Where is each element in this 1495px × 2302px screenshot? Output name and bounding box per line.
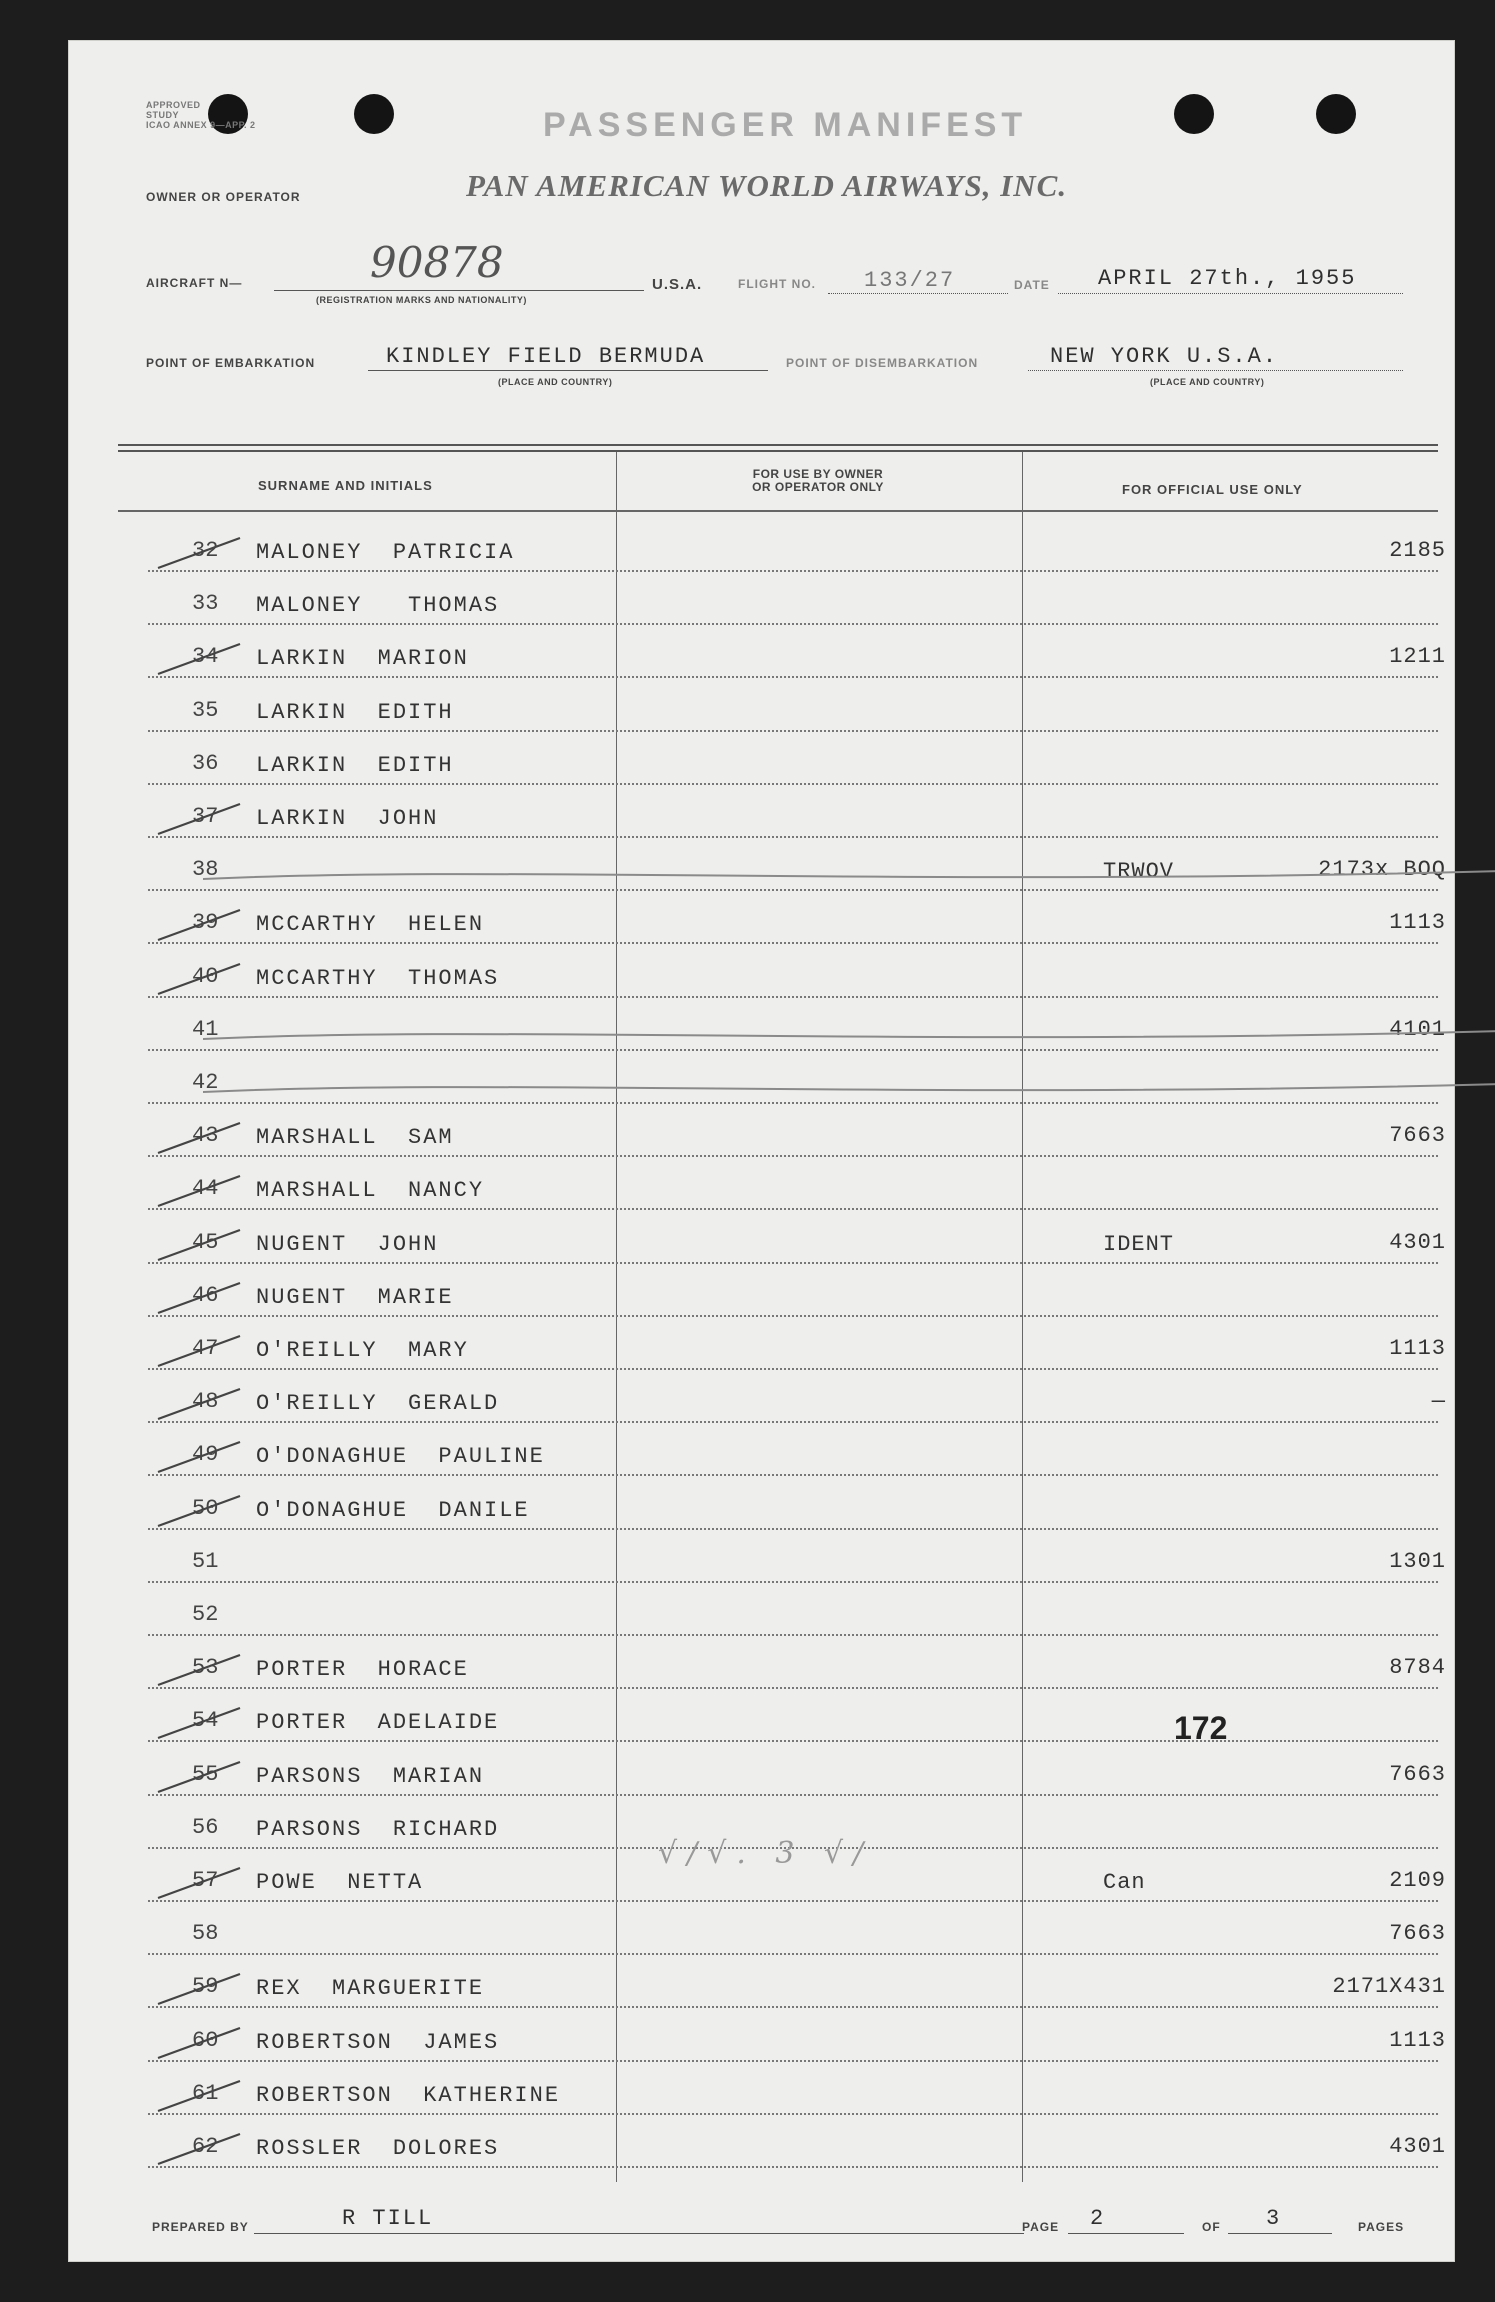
official-note: Can — [1103, 1870, 1146, 1895]
table-row — [118, 2020, 1458, 2072]
passenger-name: PARSONS MARIAN — [256, 1763, 485, 1789]
row-underline — [148, 1900, 1438, 1902]
row-number: 48 — [192, 1389, 219, 1415]
embarkation-label: POINT OF EMBARKATION — [146, 356, 316, 370]
page-label: PAGE — [1022, 2220, 1060, 2234]
row-underline — [148, 1208, 1438, 1210]
table-row — [118, 1009, 1458, 1061]
table-row — [118, 849, 1458, 901]
punch-hole — [354, 94, 394, 134]
usa-label: U.S.A. — [652, 276, 703, 293]
punch-hole — [1174, 94, 1214, 134]
row-number: 59 — [192, 1974, 219, 2000]
row-underline — [148, 1528, 1438, 1530]
table-row — [118, 636, 1458, 688]
handwritten-note: √/√. 3 √/ — [658, 1836, 874, 1871]
row-number: 57 — [192, 1868, 219, 1893]
checkmark-slash — [154, 1490, 244, 1530]
checkmark-slash — [154, 1330, 244, 1370]
aircraft-number: 90878 — [370, 238, 504, 287]
col-official-header: FOR OFFICIAL USE ONLY — [1122, 482, 1303, 497]
passenger-name: MALONEY PATRICIA — [256, 540, 515, 565]
row-underline — [148, 1262, 1438, 1264]
table-row — [118, 690, 1458, 742]
passenger-name: LARKIN MARION — [256, 646, 469, 672]
row-number: 44 — [192, 1176, 219, 1202]
manifest-page — [68, 40, 1455, 2262]
passenger-name: MALONEY THOMAS — [256, 593, 500, 619]
passenger-name: O'DONAGHUE DANILE — [256, 1497, 530, 1523]
row-number: 43 — [192, 1123, 219, 1149]
row-underline — [148, 1474, 1438, 1476]
official-code: 8784 — [1389, 1655, 1446, 1681]
passenger-name: MARSHALL NANCY — [256, 1178, 485, 1204]
row-underline — [148, 1155, 1438, 1157]
table-row — [118, 1328, 1458, 1380]
passenger-name: LARKIN EDITH — [256, 752, 454, 778]
passenger-name: PORTER ADELAIDE — [256, 1710, 500, 1736]
checkmark-slash — [154, 1436, 244, 1476]
row-number: 33 — [192, 591, 219, 617]
prepared-by-value: R TILL — [342, 2206, 434, 2231]
row-number: 61 — [192, 2080, 219, 2106]
passenger-name: O'REILLY GERALD — [256, 1391, 500, 1417]
official-code: 4301 — [1389, 2134, 1446, 2159]
pages-label: PAGES — [1358, 2220, 1405, 2234]
row-underline — [148, 623, 1438, 625]
row-number: 40 — [192, 963, 219, 989]
row-underline — [148, 1421, 1438, 1423]
form-title: PASSENGER MANIFEST — [543, 106, 1028, 144]
row-number: 39 — [192, 910, 219, 936]
strike-through-line — [203, 1017, 1495, 1047]
official-code: 4101 — [1389, 1016, 1446, 1042]
official-code: 7663 — [1389, 1761, 1446, 1787]
prepared-by-label: PREPARED BY — [152, 2220, 249, 2234]
official-code: 2185 — [1389, 538, 1446, 563]
row-number: 38 — [192, 857, 219, 883]
disembarkation-sublabel: (PLACE AND COUNTRY) — [1150, 377, 1265, 387]
checkmark-slash — [154, 1756, 244, 1796]
row-underline — [148, 1687, 1438, 1689]
checkmark-slash — [154, 1702, 244, 1742]
strike-through-line — [203, 1070, 1495, 1100]
passenger-name: MARSHALL SAM — [256, 1125, 454, 1151]
official-code: 1113 — [1389, 910, 1446, 936]
row-underline — [148, 836, 1438, 838]
table-row — [118, 1647, 1458, 1699]
row-number: 49 — [192, 1442, 219, 1468]
table-row — [118, 956, 1458, 1008]
stamp-number: 172 — [1174, 1710, 1228, 1746]
row-underline — [148, 942, 1438, 944]
official-code: 1301 — [1389, 1548, 1446, 1574]
passenger-name: PARSONS RICHARD — [256, 1816, 500, 1842]
row-underline — [148, 1953, 1438, 1955]
passenger-name: O'DONAGHUE PAULINE — [256, 1444, 545, 1470]
checkmark-slash — [154, 2075, 244, 2115]
passenger-name: LARKIN JOHN — [256, 806, 439, 831]
table-row — [118, 530, 1458, 582]
table-row — [118, 1062, 1458, 1114]
official-code: 1113 — [1389, 2027, 1446, 2053]
row-number: 62 — [192, 2134, 219, 2159]
row-number: 46 — [192, 1282, 219, 1308]
official-code: 7663 — [1389, 1123, 1446, 1149]
passenger-name: ROSSLER DOLORES — [256, 2136, 500, 2161]
row-underline — [148, 730, 1438, 732]
row-number: 58 — [192, 1921, 219, 1947]
row-underline — [148, 1368, 1438, 1370]
row-number: 56 — [192, 1814, 219, 1840]
row-underline — [148, 996, 1438, 998]
row-number: 34 — [192, 644, 219, 670]
checkmark-slash — [154, 2128, 244, 2168]
passenger-name: PORTER HORACE — [256, 1657, 469, 1683]
checkmark-slash — [154, 638, 244, 678]
row-number: 53 — [192, 1655, 219, 1681]
table-row — [118, 1913, 1458, 1965]
airline-name: PAN AMERICAN WORLD AIRWAYS, INC. — [466, 168, 1068, 203]
table-row — [118, 583, 1458, 635]
official-note: TRWOV — [1103, 859, 1175, 885]
flight-number: 133/27 — [864, 268, 956, 293]
table-row — [118, 2073, 1458, 2125]
table-row — [118, 902, 1458, 954]
table-row — [118, 1966, 1458, 2018]
passenger-name: POWE NETTA — [256, 1870, 424, 1895]
row-number: 41 — [192, 1016, 219, 1042]
table-row — [118, 2126, 1458, 2178]
page-total: 3 — [1266, 2206, 1282, 2231]
checkmark-slash — [154, 958, 244, 998]
row-number: 45 — [192, 1229, 219, 1255]
row-underline — [148, 2113, 1438, 2115]
row-number: 37 — [192, 804, 219, 829]
row-underline — [148, 1634, 1438, 1636]
row-underline — [148, 2006, 1438, 2008]
flight-date: APRIL 27th., 1955 — [1098, 266, 1357, 291]
table-row — [118, 796, 1458, 848]
row-number: 47 — [192, 1336, 219, 1361]
table-row — [118, 1754, 1458, 1806]
disembarkation-value: NEW YORK U.S.A. — [1050, 344, 1279, 369]
official-code: 1113 — [1389, 1336, 1446, 1361]
official-code: 2109 — [1389, 1868, 1446, 1893]
passenger-name: NUGENT MARIE — [256, 1284, 454, 1310]
checkmark-slash — [154, 1170, 244, 1210]
official-code: 7663 — [1389, 1921, 1446, 1947]
table-row — [118, 1115, 1458, 1167]
row-number: 60 — [192, 2027, 219, 2053]
checkmark-slash — [154, 1862, 244, 1902]
passenger-name: MCCARTHY THOMAS — [256, 965, 500, 991]
date-label: DATE — [1014, 278, 1050, 292]
table-row — [118, 1488, 1458, 1540]
table-row — [118, 1275, 1458, 1327]
row-underline — [148, 1102, 1438, 1104]
checkmark-slash — [154, 1224, 244, 1264]
aircraft-label: AIRCRAFT N— — [146, 276, 243, 290]
row-underline — [148, 1581, 1438, 1583]
owner-label: OWNER OR OPERATOR — [146, 190, 301, 204]
official-note: IDENT — [1103, 1231, 1175, 1257]
disembarkation-label: POINT OF DISEMBARKATION — [786, 356, 979, 370]
table-row — [118, 1594, 1458, 1646]
punch-hole — [1316, 94, 1356, 134]
row-underline — [148, 570, 1438, 572]
embarkation-value: KINDLEY FIELD BERMUDA — [386, 344, 706, 369]
passenger-name: ROBERTSON KATHERINE — [256, 2082, 561, 2108]
row-number: 50 — [192, 1495, 219, 1521]
row-underline — [148, 889, 1438, 891]
row-underline — [148, 1315, 1438, 1317]
of-label: OF — [1202, 2220, 1221, 2234]
row-number: 36 — [192, 750, 219, 776]
row-number: 52 — [192, 1602, 219, 1627]
page-number: 2 — [1090, 2206, 1106, 2231]
table-row — [118, 743, 1458, 795]
row-number: 42 — [192, 1070, 219, 1095]
row-underline — [148, 783, 1438, 785]
passenger-name: LARKIN EDITH — [256, 699, 454, 725]
row-number: 54 — [192, 1708, 219, 1734]
passenger-name: O'REILLY MARY — [256, 1338, 469, 1363]
strike-through-line — [203, 857, 1495, 887]
official-code: 4301 — [1389, 1229, 1446, 1255]
table-row — [118, 1168, 1458, 1220]
checkmark-slash — [154, 1277, 244, 1317]
row-number: 55 — [192, 1761, 219, 1787]
official-code: 2173x BOQ — [1318, 857, 1446, 883]
table-row — [118, 1222, 1458, 1274]
row-underline — [148, 676, 1438, 678]
aircraft-sublabel: (REGISTRATION MARKS AND NATIONALITY) — [316, 295, 527, 305]
passenger-name: NUGENT JOHN — [256, 1231, 439, 1257]
checkmark-slash — [154, 904, 244, 944]
row-underline — [148, 1794, 1438, 1796]
checkmark-slash — [154, 2022, 244, 2062]
official-code: 1211 — [1389, 644, 1446, 670]
row-number: 35 — [192, 697, 219, 723]
row-number: 51 — [192, 1548, 219, 1574]
table-row — [118, 1700, 1458, 1752]
checkmark-slash — [154, 1117, 244, 1157]
col-surname-header: SURNAME AND INITIALS — [258, 478, 433, 493]
row-underline — [148, 1740, 1438, 1742]
table-row — [118, 1381, 1458, 1433]
passenger-name: MCCARTHY HELEN — [256, 912, 485, 938]
passenger-name: ROBERTSON JAMES — [256, 2029, 500, 2055]
checkmark-slash — [154, 1649, 244, 1689]
row-number: 32 — [192, 538, 219, 563]
checkmark-slash — [154, 798, 244, 838]
row-underline — [148, 2166, 1438, 2168]
checkmark-slash — [154, 532, 244, 572]
col-owner-header: FOR USE BY OWNER OR OPERATOR ONLY — [752, 467, 884, 494]
embarkation-sublabel: (PLACE AND COUNTRY) — [498, 377, 613, 387]
official-code: — — [1431, 1389, 1446, 1415]
row-underline — [148, 1049, 1438, 1051]
flight-label: FLIGHT NO. — [738, 277, 816, 291]
checkmark-slash — [154, 1383, 244, 1423]
passenger-name: REX MARGUERITE — [256, 1976, 485, 2002]
approval-note: APPROVED STUDY ICAO ANNEX 9—APP. 2 — [146, 100, 256, 130]
table-row — [118, 1541, 1458, 1593]
checkmark-slash — [154, 1968, 244, 2008]
table-row — [118, 1434, 1458, 1486]
official-code: 2171X431 — [1332, 1974, 1446, 2000]
row-underline — [148, 2060, 1438, 2062]
